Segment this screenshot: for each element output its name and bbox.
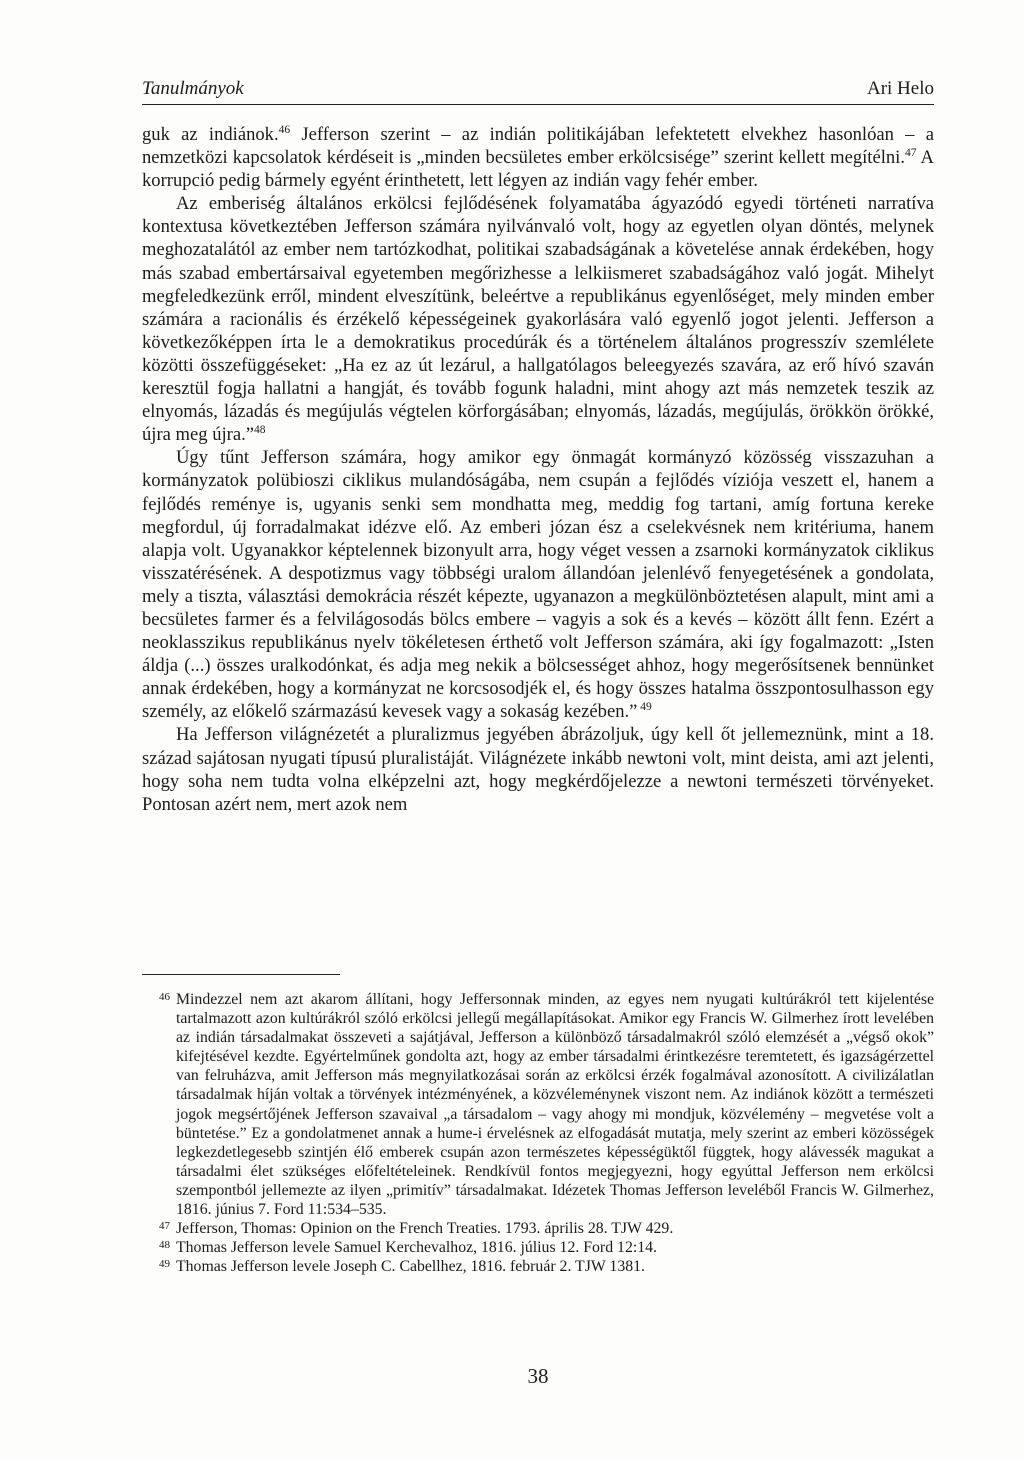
footnote-number: 49 <box>159 1258 170 1271</box>
paragraph <box>142 123 934 192</box>
paragraph <box>142 446 934 723</box>
text-run: Úgy tűnt Jefferson számára, hogy amikor egy önmagát kormányzó közösség visszazuhan a kormányzatok polübioszi ciklikus mulandóságába, nem csupán a fejlődés víziója veszett el, hanem a fejlődés reménye is, ugyanis senki sem mondhatta meg, meddig fog tartani, amíg fortuna kereke megfordul, új forradalmakat idézve elő. Az emberi józan ész a cselekvésnek nem kritériuma, hanem alapja volt. Ugyanakkor képtelennek bizonyult arra, hogy véget vessen a zsarnoki kormányzatok ciklikus visszatérésének. A despotizmus vagy többségi uralom állandóan jelenlévő fenyegetésének a gondolata, mely a tiszta, választási demokrácia részét képezte, ugyanazon a megkülönböztetésen alapult, mint ami a becsületes farmer és a felvilágosodás bölcs embere – vagyis a sok és a kevés – között állt fenn. Ezért a neoklasszikus republikánus nyelv tökéletesen érthető volt Jefferson számára, aki így fogalmazott: „Isten áldja (...) összes uralkodónkat, és adja meg nekik a bölcsességet ahhoz, hogy megerősítsenek bennünket annak érdekében, hogy a kormányzat ne korcsosodjék el, és hogy összes hatalma összpontosulhasson egy személy, az előkelő származású kevesek vagy a sokaság kezében.” <box>142 447 934 723</box>
text-run: A korrupció pedig bármely egyént érinthetett, lett légyen az indián vagy fehér ember. <box>142 147 934 192</box>
author-name: Ari Helo <box>866 78 934 99</box>
text-run: Az emberiség általános erkölcsi fejlődésének folyamatába ágyazódó egyedi történeti narratíva kontextusa következtében Jefferson számára nyilvánvaló volt, hogy az egyetlen olyan döntés, melynek meghozatalától az ember nem tartózkodhat, politikai szabadságának a követelése annak érdekében, hogy más szabad embertársaival egyetemben megőrizhesse a lelkiismeret szabadságához való jogát. Mihelyt megfeledkezünk erről, mindent elveszítünk, beleértve a republikánus egyenlőséget, mely minden ember számára a racionális és érzékelő képességeinek gyakorlására való egyenlő jogot jelenti. Jefferson a következőképpen írta le a demokratikus procedúrák és a történelem általános progresszív szemlélete közötti összefüggéseket: „Ha ez az út lezárul, a hallgatólagos beleegyezés szavára, az erő hívó szaván keresztül fogja hallatni a hangját, és tovább fogunk haladni, mint ahogy azt más nemzetek teszik az elnyomás, lázadás és megújulás végtelen körforgásában; elnyomás, lázadás, megújulás, örökkön örökké, újra meg újra.” <box>142 193 934 446</box>
footnote-ref: 46 <box>278 123 291 136</box>
footnote-text: Mindezzel nem azt akarom állítani, hogy Jeffersonnak minden, az egyes nem nyugati kultúrákról tett kijelentése tartalmazott azon kultúrákról szóló erkölcsi jellegű megállapításokat. Amikor egy Francis W. Gilmerhez írott levelében az indián társadalmakat összeveti a sajátjával, Jefferson a különböző társadalmakról szóló elemzését a „végső okok” kifejtésével kezdte. Egyértelműnek gondolta azt, hogy az ember társadalmi érintkezésre teremtetett, és igazságérzettel van felruházva, amit Jefferson más megnyilatkozásai során az erkölcsi érzék fogalmával azonosított. A civilizálatlan társadalmak híján voltak a törvények intézményének, a közvéleménynek viszont nem. Az indiánok között a természeti jogok megsértőjének Jefferson szavaival „a társadalom – vagy ahogy mi mondjuk, közvélemény – megvetése volt a büntetése.” Ez a gondolatmenet annak a hume-i érvelésnek az elfogadását mutatja, mely szerint az emberi közösségek legkezdetlegesebb szintjén élő emberek csupán azon természetes képességüktől függtek, hogy alávessék magukat a társadalmi élet szükséges előfeltételeinek. Rendkívül fontos megjegyezni, hogy egyúttal Jefferson nem erkölcsi szempontból jellemezte az ilyen „primitív” társadalmakat. Idézetek Thomas Jefferson leveléből Francis W. Gilmerhez, 1816. június 7. Ford 11:534–535. <box>176 991 934 1219</box>
running-header <box>142 78 934 105</box>
footnote-number: 46 <box>159 991 170 1003</box>
footnote <box>142 1238 934 1257</box>
footnotes <box>142 990 934 1276</box>
body-text <box>142 123 934 816</box>
text-run: Jefferson szerint – az indián politikájában lefektetett elvekhez hasonlóan – a nemzetközi kapcsolatok kérdéseit is „minden becsületes ember erkölcsisége” szerint kellett megítélni. <box>142 124 934 169</box>
footnote <box>142 1257 934 1276</box>
footnote-ref: 49 <box>637 701 652 714</box>
page-number: 38 <box>527 1364 549 1388</box>
text-run: Ha Jefferson világnézetét a pluralizmus jegyében ábrázoljuk, úgy kell őt jellemeznünk, mint a 18. század sajátosan nyugati típusú pluralistáját. Világnézete inkább newtoni volt, mint deista, ami azt jelenti, hogy soha nem tudta volna elképzelni azt, hogy megkérdőjelezze a newtoni természeti törvényeket. Pontosan azért nem, mert azok nem <box>142 724 934 815</box>
paragraph <box>142 723 934 815</box>
footnote-number: 48 <box>159 1239 170 1252</box>
footnote-text: Jefferson, Thomas: Opinion on the French Treaties. 1793. április 28. TJW 429. <box>176 1220 674 1238</box>
footnote-separator <box>142 974 340 975</box>
section-title: Tanulmányok <box>142 78 244 99</box>
paragraph <box>142 192 934 446</box>
footnote <box>142 1219 934 1238</box>
footnote-ref: 48 <box>254 424 266 437</box>
text-run: guk az indiánok. <box>142 124 279 145</box>
footnote-text: Thomas Jefferson levele Joseph C. Cabellhez, 1816. február 2. TJW 1381. <box>176 1258 645 1276</box>
footnote-ref: 47 <box>904 146 917 159</box>
footnote-number: 47 <box>159 1220 170 1233</box>
footnote-text: Thomas Jefferson levele Samuel Kerchevalhoz, 1816. július 12. Ford 12:14. <box>176 1239 657 1257</box>
footnote <box>142 990 934 1219</box>
